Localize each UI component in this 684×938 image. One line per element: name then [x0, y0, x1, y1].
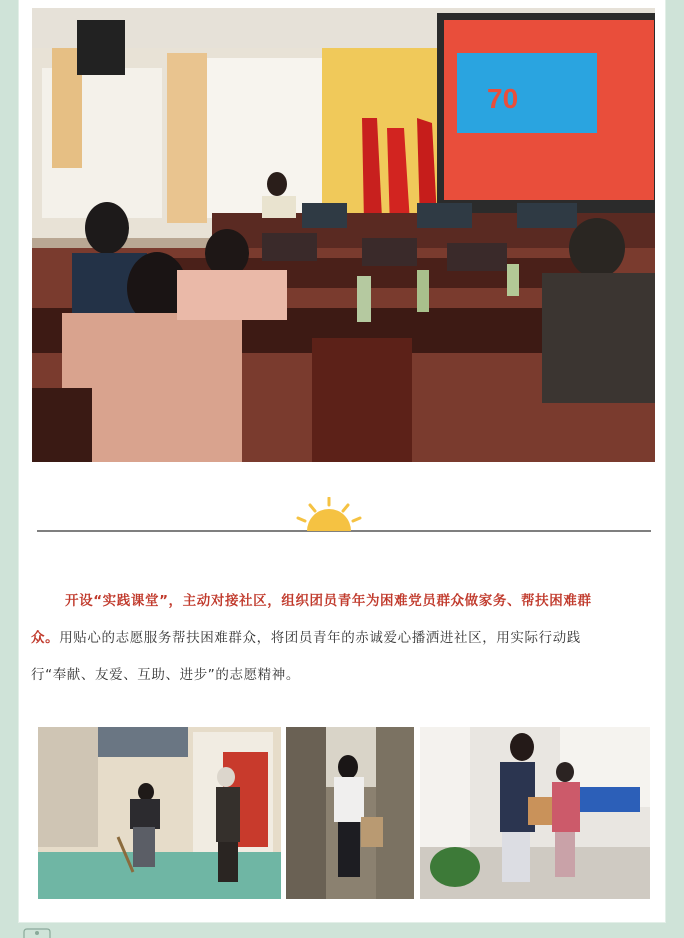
alley-photo — [286, 727, 414, 899]
highlight-line-1: 开设“实践课堂”，主动对接社区，组织团员青年为困难党员群众做家务、帮扶困难群 — [65, 593, 592, 609]
screen-badge: 70 — [487, 83, 519, 114]
sweeping-photo — [38, 727, 281, 899]
corner-decoration-icon — [22, 926, 52, 938]
highlight-line-2: 众。 — [31, 630, 60, 646]
meeting-room-photo — [32, 8, 655, 462]
article-paragraph — [31, 583, 657, 694]
body-line-2: 用贴心的志愿服务帮扶困难群众，将团员青年的赤诚爱心播洒进社区，用实际行动践 — [59, 630, 581, 646]
sun-divider — [37, 497, 651, 537]
delivery-photo — [420, 727, 650, 899]
body-line-3: 行“奉献、友爱、互助、进步”的志愿精神。 — [31, 667, 300, 683]
